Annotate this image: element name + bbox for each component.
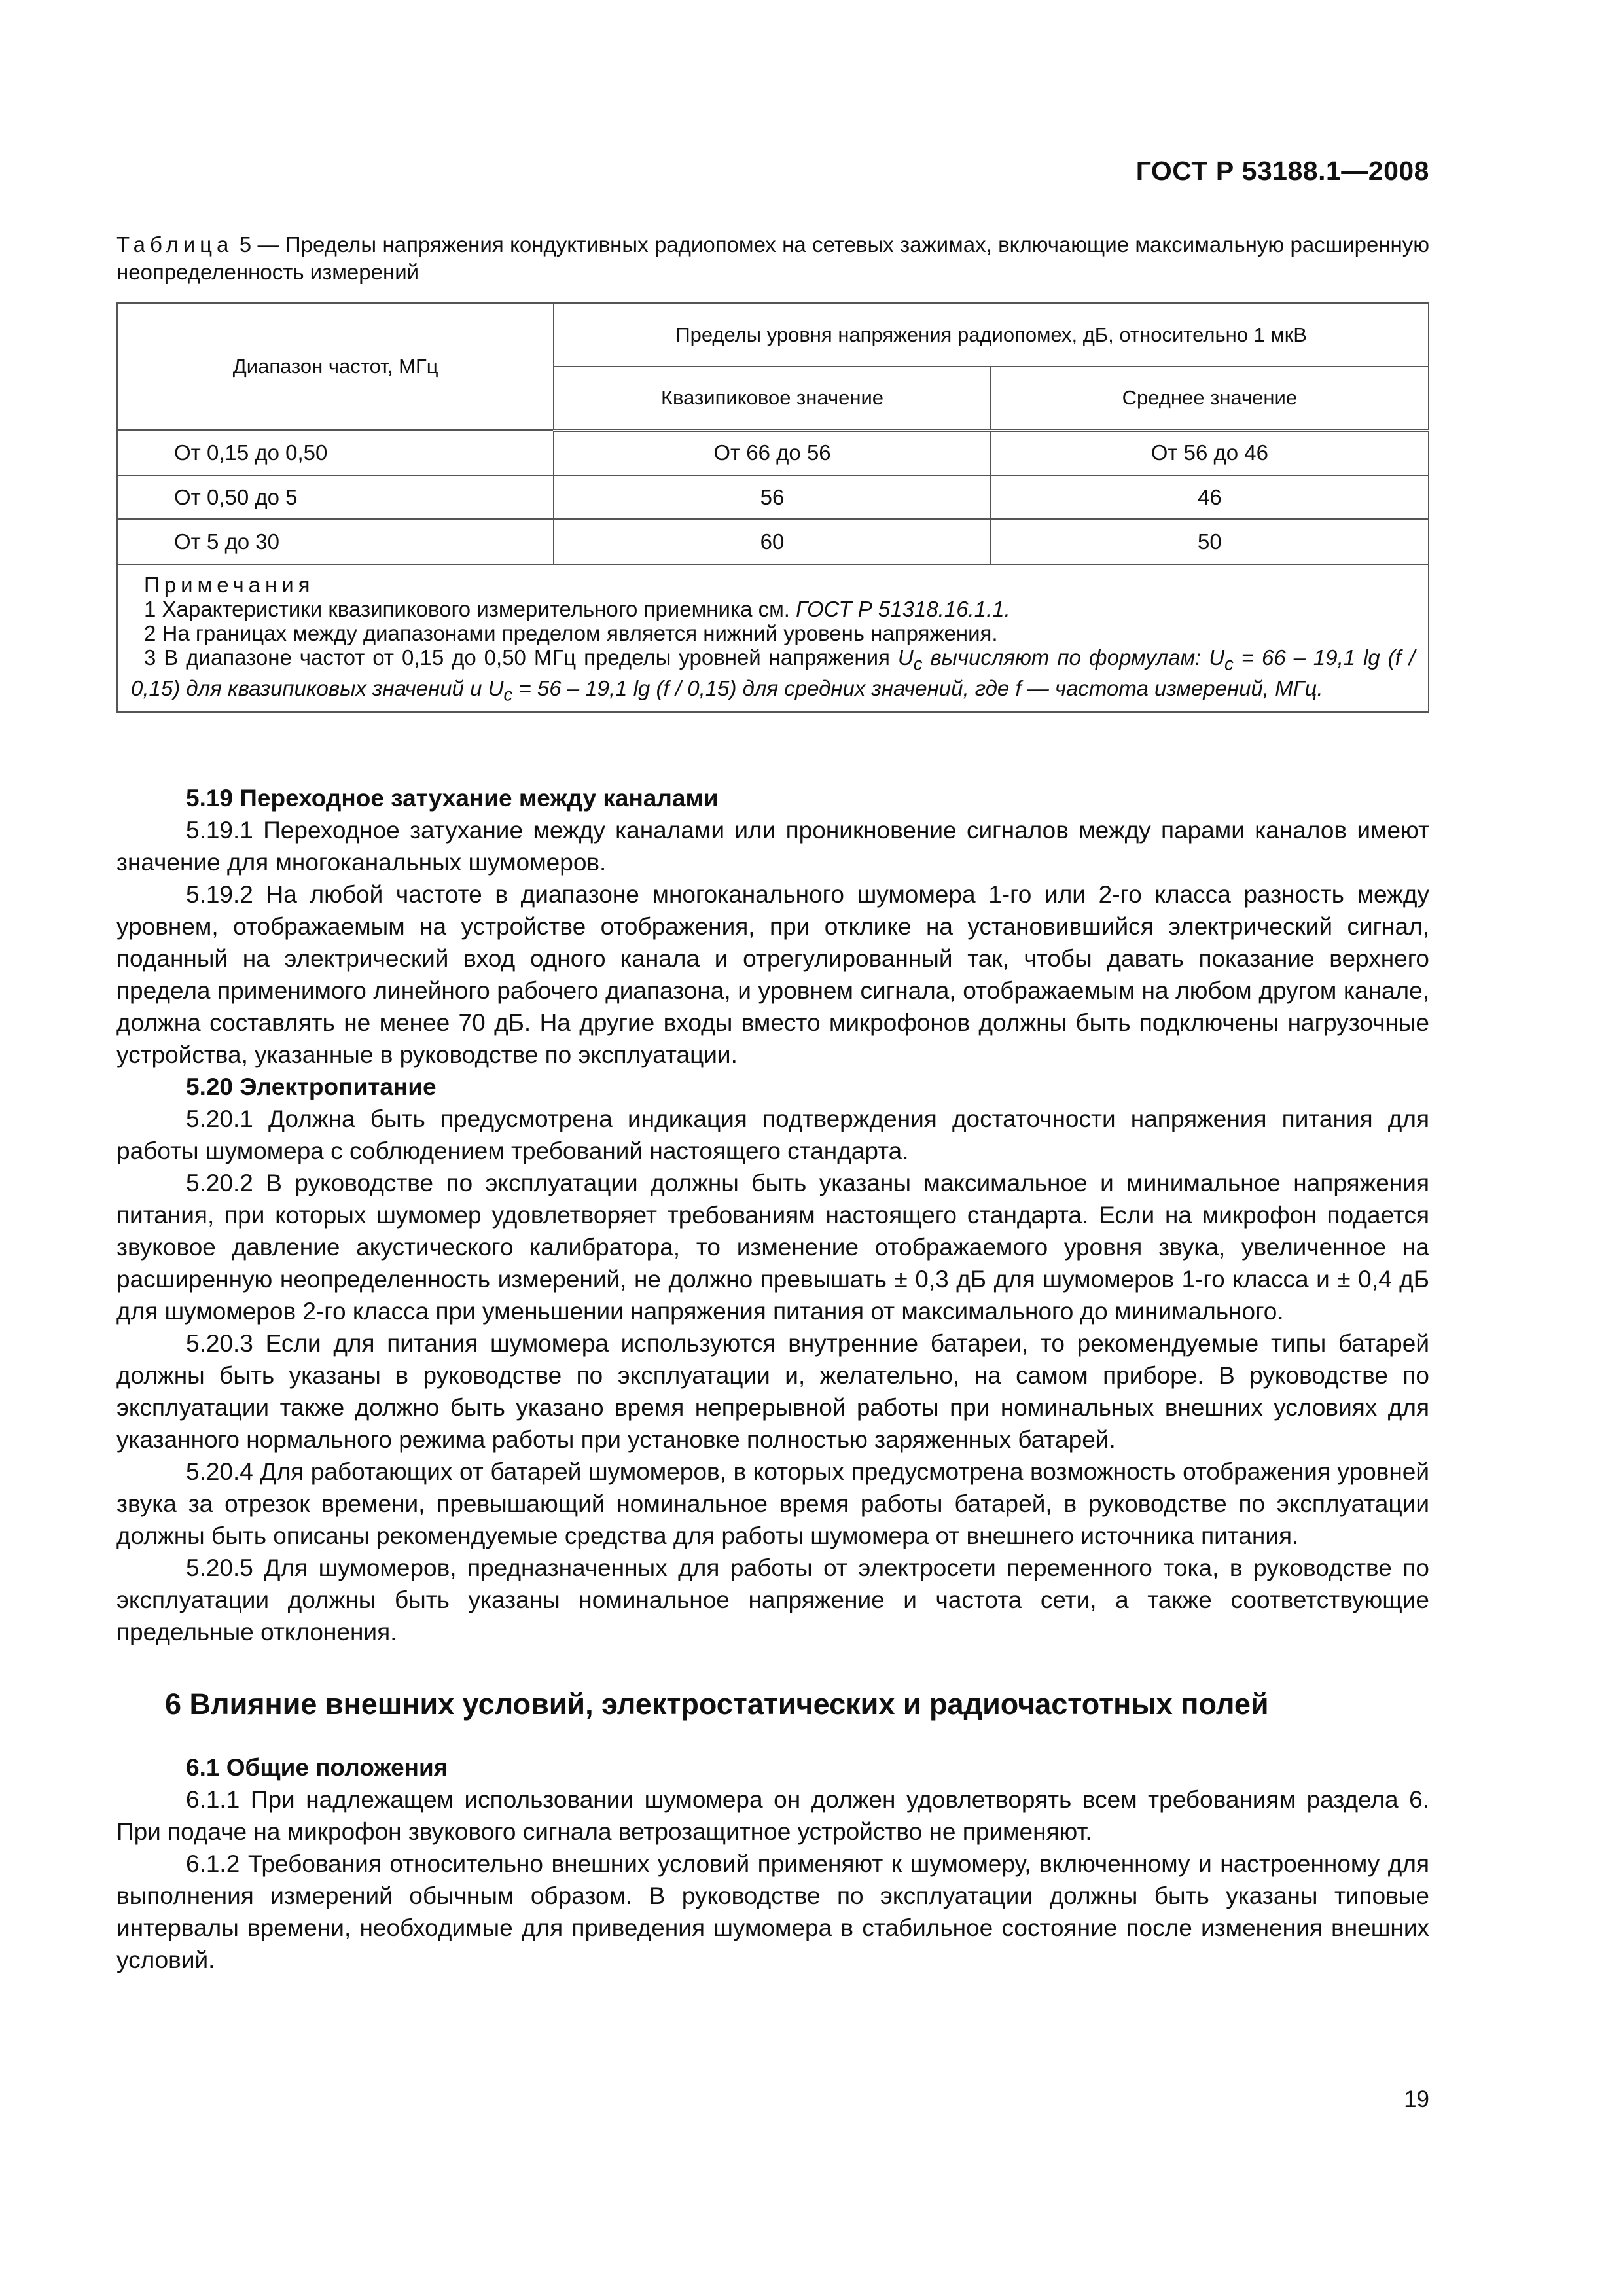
note-3: 3 В диапазоне частот от 0,15 до 0,50 МГц пределы уровней напряжения $U_c$ вычисляют по формулам: $U_c = 66 - 19,1$ lg (f / 0,15) для квазипиковых значений и $U_c = 56 - 19,1$ lg (f / 0,15) для средних значений, где f — частота измерений, МГц. bbox=[131, 645, 1416, 705]
paragraph-5-20-2: 5.20.2 В руководстве по эксплуатации должны быть указаны максимальное и минимальное напряжения питания, при которых шумомер удовлетворяет требованиям настоящего стандарта. Если на микрофон подается звуковое давление акустического калибратора, то изменение отображаемого уровня звука, увеличенное на расширенную неопределенность измерений, не должно превышать ± 0,3 дБ для шумомеров 1-го класса и ± 0,4 дБ для шумомеров 2-го класса при уменьшении напряжения питания от максимального до минимального. bbox=[116, 1170, 1429, 1325]
header-average: Среднее значение bbox=[991, 367, 1429, 430]
cell-quasi-peak: 60 bbox=[554, 519, 990, 564]
paragraph-5-19-2: 5.19.2 На любой частоте в диапазоне многоканального шумомера 1-го или 2-го класса разность между уровнем, отображаемым на устройстве отображения, при отклике на установившийся электрический сигнал, поданный на электрический вход одного канала и отрегулированный так, чтобы давать показание верхнего предела применимого линейного рабочего диапазона, и уровнем сигнала, отображаемым на любом другом канале, должна составлять не менее 70 дБ. На другие входы вместо микрофонов должны быть подключены нагрузочные устройства, указанные в руководстве по эксплуатации. bbox=[116, 881, 1429, 1068]
table-notes bbox=[118, 565, 1428, 711]
paragraph-6-1-2: 6.1.2 Требования относительно внешних условий применяют к шумомеру, включенному и настроенному для выполнения измерений обычным образом. В руководстве по эксплуатации должны быть указаны типовые интервалы времени, необходимые для приведения шумомера в стабильное состояние после изменения внешних условий. bbox=[116, 1850, 1429, 1973]
paragraph-5-20-5: 5.20.5 Для шумомеров, предназначенных для работы от электросети переменного тока, в руководстве по эксплуатации должны быть указаны номинальное напряжение и частота сети, а также соответствующие предельные отклонения. bbox=[116, 1554, 1429, 1645]
cell-average: 46 bbox=[991, 475, 1429, 519]
section-6-1-heading: 6.1 Общие положения bbox=[186, 1754, 448, 1781]
table-row bbox=[117, 430, 1429, 475]
table-caption bbox=[116, 231, 1429, 286]
table-caption-label: Таблица bbox=[116, 232, 234, 257]
paragraph-5-20-3: 5.20.3 Если для питания шумомера используются внутренние батареи, то рекомендуемые типы батарей должны быть указаны в руководстве по эксплуатации и, желательно, на самом приборе. В руководстве по эксплуатации также должно быть указано время непрерывной работы при номинальных внешних условиях для указанного нормального режима работы при установке полностью заряженных батарей. bbox=[116, 1330, 1429, 1453]
section-6-heading: 6 Влияние внешних условий, электростатических и радиочастотных полей bbox=[165, 1687, 1269, 1721]
note-1-reference: ГОСТ Р 51318.16.1.1. bbox=[796, 597, 1010, 621]
header-quasi-peak: Квазипиковое значение bbox=[554, 367, 990, 430]
paragraph-5-20-4: 5.20.4 Для работающих от батарей шумомеров, в которых предусмотрена возможность отображения уровней звука за отрезок времени, превышающий номинальное время работы батарей, в руководстве по эксплуатации должны быть описаны рекомендуемые средства для работы шумомера от внешнего источника питания. bbox=[116, 1458, 1429, 1549]
paragraph-5-20-1: 5.20.1 Должна быть предусмотрена индикация подтверждения достаточности напряжения питания для работы шумомера с соблюдением требований настоящего стандарта. bbox=[116, 1105, 1429, 1164]
table-row bbox=[117, 519, 1429, 564]
cell-frequency: От 0,15 до 0,50 bbox=[117, 430, 554, 475]
table-row bbox=[117, 475, 1429, 519]
note-1: 1 Характеристики квазипикового измерительного приемника см. ГОСТ Р 51318.16.1.1. bbox=[144, 597, 1010, 621]
document-page bbox=[116, 0, 1429, 2296]
cell-frequency: От 0,50 до 5 bbox=[117, 475, 554, 519]
document-id-header: ГОСТ Р 53188.1—2008 bbox=[1135, 156, 1429, 186]
header-voltage-limits: Пределы уровня напряжения радиопомех, дБ, относительно 1 мкВ bbox=[554, 303, 1429, 367]
paragraph-5-19-1: 5.19.1 Переходное затухание между каналами или проникновение сигналов между парами каналов имеют значение для многоканальных шумомеров. bbox=[116, 817, 1429, 876]
cell-average: От 56 до 46 bbox=[991, 430, 1429, 475]
header-frequency-range: Диапазон частот, МГц bbox=[117, 303, 554, 430]
cell-quasi-peak: От 66 до 56 bbox=[554, 430, 990, 475]
cell-average: 50 bbox=[991, 519, 1429, 564]
section-5-20-heading: 5.20 Электропитание bbox=[186, 1073, 437, 1100]
document-body bbox=[116, 782, 1429, 1976]
note-2: 2 На границах между диапазонами пределом является нижний уровень напряжения. bbox=[144, 621, 998, 645]
cell-quasi-peak: 56 bbox=[554, 475, 990, 519]
section-5-19-heading: 5.19 Переходное затухание между каналами bbox=[186, 785, 719, 812]
paragraph-6-1-1: 6.1.1 При надлежащем использовании шумомера он должен удовлетворять всем требованиям раздела 6. При подаче на микрофон звукового сигнала ветрозащитное устройство не применяют. bbox=[116, 1786, 1429, 1845]
table-caption-text: 5 — Пределы напряжения кондуктивных радиопомех на сетевых зажимах, включающие максимальную расширенную неопределенность измерений bbox=[116, 232, 1430, 284]
page-number: 19 bbox=[1404, 2087, 1429, 2112]
notes-title: Примечания bbox=[144, 573, 315, 597]
table-notes-cell bbox=[117, 564, 1429, 712]
cell-frequency: От 5 до 30 bbox=[117, 519, 554, 564]
limits-table bbox=[116, 302, 1429, 713]
